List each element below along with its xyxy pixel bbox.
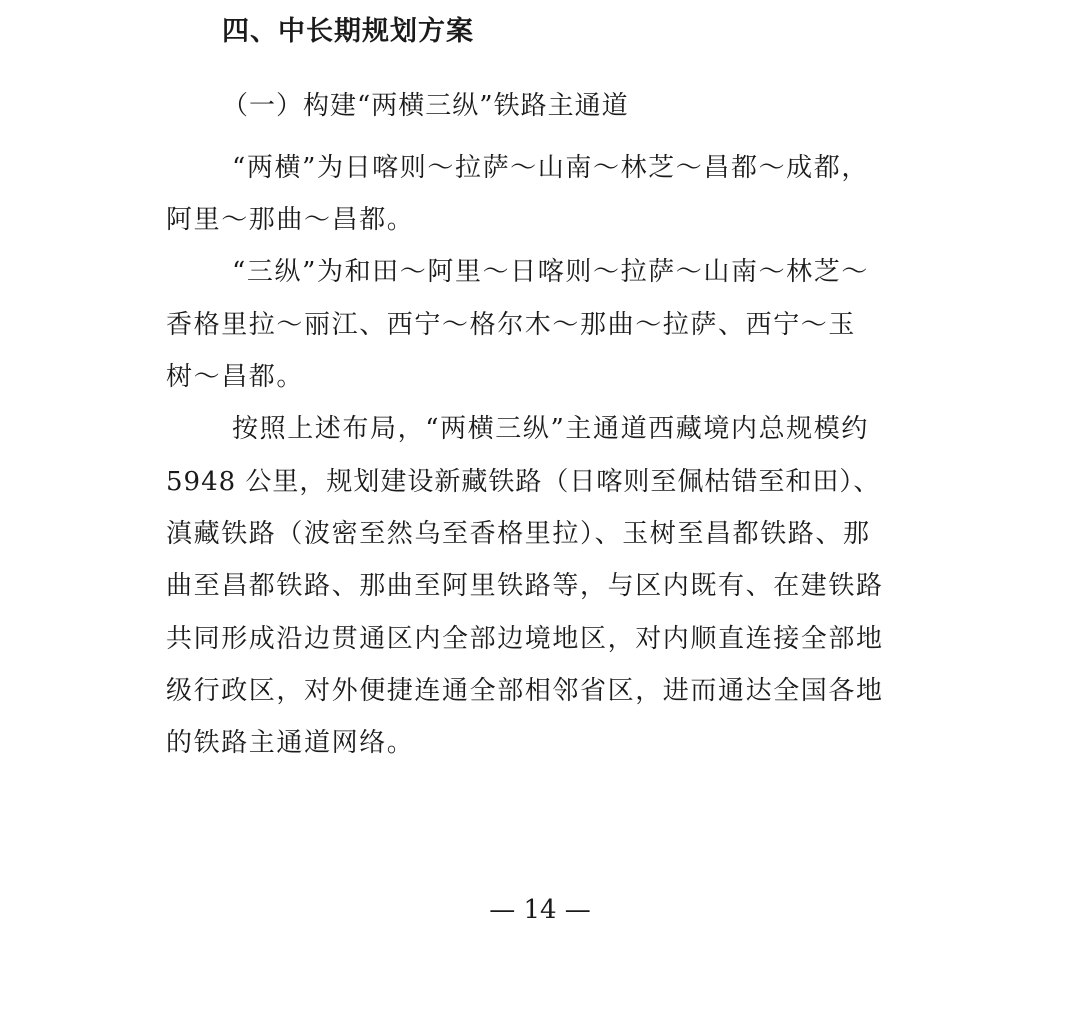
subsection-heading: （一）构建“两横三纵”铁路主通道 bbox=[222, 91, 629, 121]
paragraph-1-line-1: “两横”为日喀则～拉萨～山南～林芝～昌都～成都， bbox=[232, 153, 869, 183]
paragraph-2-line-2: 香格里拉～丽江、西宁～格尔木～那曲～拉萨、西宁～玉 bbox=[166, 310, 857, 340]
paragraph-3-line-7: 的铁路主通道网络。 bbox=[166, 728, 415, 758]
paragraph-2-line-1: “三纵”为和田～阿里～日喀则～拉萨～山南～林芝～ bbox=[232, 257, 869, 287]
paragraph-2-line-3: 树～昌都。 bbox=[166, 362, 305, 392]
paragraph-3-line-5: 共同形成沿边贯通区内全部边境地区，对内顺直连接全部地 bbox=[166, 624, 884, 654]
paragraph-3-line-3: 滇藏铁路（波密至然乌至香格里拉）、玉树至昌都铁路、那 bbox=[166, 519, 871, 549]
page-number: — 14 — bbox=[489, 895, 591, 925]
paragraph-3-line-2: 5948 公里，规划建设新藏铁路（日喀则至佩枯错至和田）、 bbox=[166, 467, 881, 497]
paragraph-3-line-1: 按照上述布局，“两横三纵”主通道西藏境内总规模约 bbox=[232, 414, 869, 444]
paragraph-1-line-2: 阿里～那曲～昌都。 bbox=[166, 205, 415, 235]
paragraph-3-line-4: 曲至昌都铁路、那曲至阿里铁路等，与区内既有、在建铁路 bbox=[166, 571, 884, 601]
section-heading: 四、中长期规划方案 bbox=[222, 16, 474, 47]
paragraph-3-line-6: 级行政区，对外便捷连通全部相邻省区，进而通达全国各地 bbox=[166, 676, 884, 706]
